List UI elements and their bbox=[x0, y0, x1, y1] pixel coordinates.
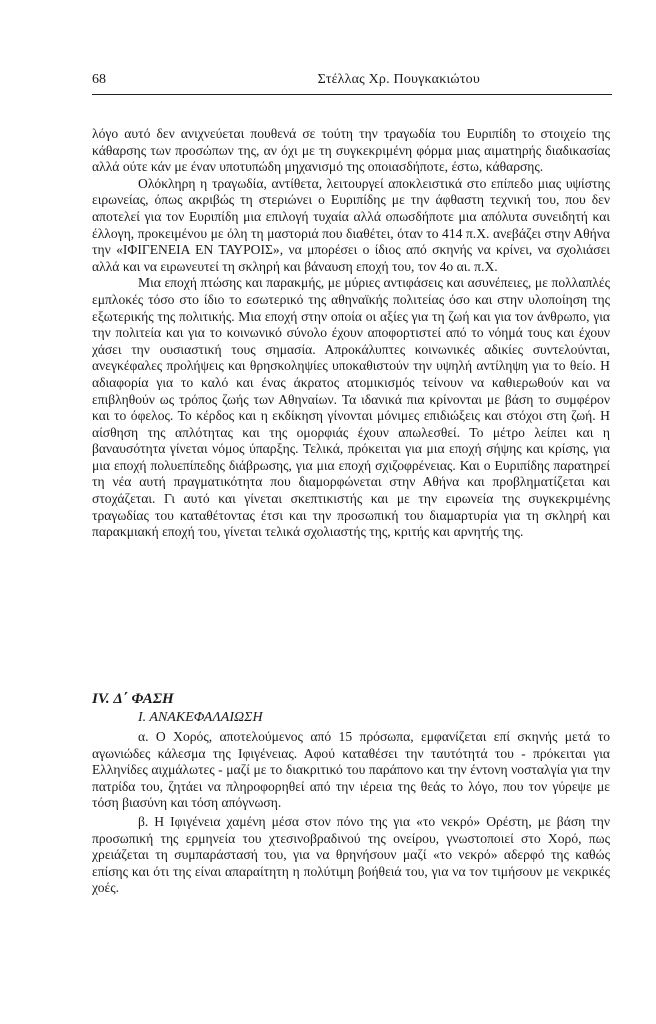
list-item: β. Η Ιφιγένεια χαμένη μέσα στον πόνο της για «το νεκρό» Ορέστη, με βάση την προσωπική της ερμηνεία του χτεσινοβραδινού της ονείρου, γνωστοποιεί στο Χορό, πως χρειάζεται τη συμπαράστασή του, για να θρηνήσουν μαζί «το νεκρό» αδερφό της καθώς επίσης και ότι της είναι απαραίτητη η πολύτιμη βοήθειά του, για να τον τιμήσουν με νεκρικές χοές. bbox=[92, 813, 610, 896]
paragraph: Μια εποχή πτώσης και παρακμής, με μύριες αντιφάσεις και ασυνέπειες, με πολλαπλές εμπλοκές τόσο στο ίδιο το εσωτερικό της αθηναϊκής πολιτείας όσο και στην υλοποίηση της εξωτερικής της πολιτικής. Μια εποχή στην οποία οι αξίες για τη ζωή και για τον άνθρωπο, για την πολιτεία και για το κοινωνικό σύνολο έχουν αποφορτιστεί από το νόημά τους και έχουν χάσει την ουσιαστική τους σημασία. Απροκάλυπτες κοινωνικές αδικίες συντελούνται, ανεγκέφαλες προλήψεις και θρησκοληψίες υποκαθιστούν την υψηλή αντίληψη για το θείο. Η αδιαφορία για το καλό και ένας άκρατος ατομικισμός τείνουν να καθιερωθούν και να επιβληθούν ως τρόπος ζωής των Αθηναίων. Τα ιδανικά πια κρίνονται με βάση το συμφέρον και το όφελος. Το κέρδος και η εκδίκηση γίνονται μόνιμες επιδιώξεις και στόχοι στη ζωή. Η αίσθηση της απλότητας και της ομορφιάς έχουν απωλεσθεί. Το μέτρο λείπει και η βαναυσότητα γίνεται νόμος ύπαρξης. Τελικά, πρόκειται για μια εποχή σήψης και κρίσης, για μια εποχή πολυεπίπεδης διάβρωσης, για μια εποχή σχιζοφρένειας. Και ο Ευριπίδης παρατηρεί τη νέα αυτή πραγματικότητα που διαμορφώνεται στην Αθήνα και προβληματίζεται και στοχάζεται. Γι αυτό και γίνεται σκεπτικιστής και με την ειρωνεία της συγκεκριμένης τραγωδίας του καταθέτοντας έτσι και την προσωπική του διαμαρτυρία για τη σκληρή και παρακμιακή εποχή του, γίνεται τελικά σχολιαστής της, κριτής και αρνητής της. bbox=[92, 275, 610, 540]
section-subheading: Ι. ΑΝΑΚΕΦΑΛΑΙΩΣΗ bbox=[138, 710, 263, 725]
recap-list bbox=[92, 729, 610, 897]
section-heading: IV. Δ΄ ΦΑΣΗ bbox=[92, 691, 174, 707]
list-item: α. Ο Χορός, αποτελούμενος από 15 πρόσωπα, εμφανίζεται επί σκηνής μετά το αγωνιώδες κάλεσμα της Ιφιγένειας. Αφού καταθέσει την ταυτότητά του - πρόκειται για Ελληνίδες αιχμάλωτες - μαζί με το διακριτικό του παράπονο και την έντονη νοσταλγία για την πατρίδα του, ζητάει να πληροφορηθεί από την ιέρεια της θεάς το λόγο, που τον γύρεψε με τόση βιασύνη και τόση απόγνωση. bbox=[92, 729, 610, 811]
body-text bbox=[92, 126, 610, 541]
page-number: 68 bbox=[92, 72, 106, 87]
running-header bbox=[92, 70, 612, 95]
paragraph: λόγο αυτό δεν ανιχνεύεται πουθενά σε τούτη την τραγωδία του Ευριπίδη το στοιχείο της κάθαρσης των προσώπων της, αν όχι με τη συγκεκριμένη φόρμα μιας αιματηρής διαδικασίας αλλά ούτε κάν με έναν υποτυπώδη μηχανισμό της οποιασδήποτε, έστω, κάθαρσης. bbox=[92, 126, 610, 175]
running-title: Στέλλας Χρ. Πουγκακιώτου bbox=[317, 72, 480, 87]
paragraph: Ολόκληρη η τραγωδία, αντίθετα, λειτουργεί αποκλειστικά στο επίπεδο μιας υψίστης ειρωνείας, όπως ακριβώς τη στεριώνει ο Ευριπίδης με την άφθαστη τεχνική του, που δεν αποτελεί για τον Ευριπίδη μια επιλογή τυχαία αλλά οπωσδήποτε μια απόλυτα συνειδητή και έλλογη, προκειμένου με όλη τη μαστοριά που διαθέτει, όταν το 414 π.Χ. ανεβάζει στην Αθήνα την «ΙΦΙΓΕΝΕΙΑ ΕΝ ΤΑΥΡΟΙΣ», να μπορέσει ο ίδιος από σκηνής να κρίνει, να σχολιάσει αλλά και να ειρωνευτεί τη σκληρή και βάναυση εποχή του, τον 4ο αι. π.Χ. bbox=[92, 175, 610, 274]
